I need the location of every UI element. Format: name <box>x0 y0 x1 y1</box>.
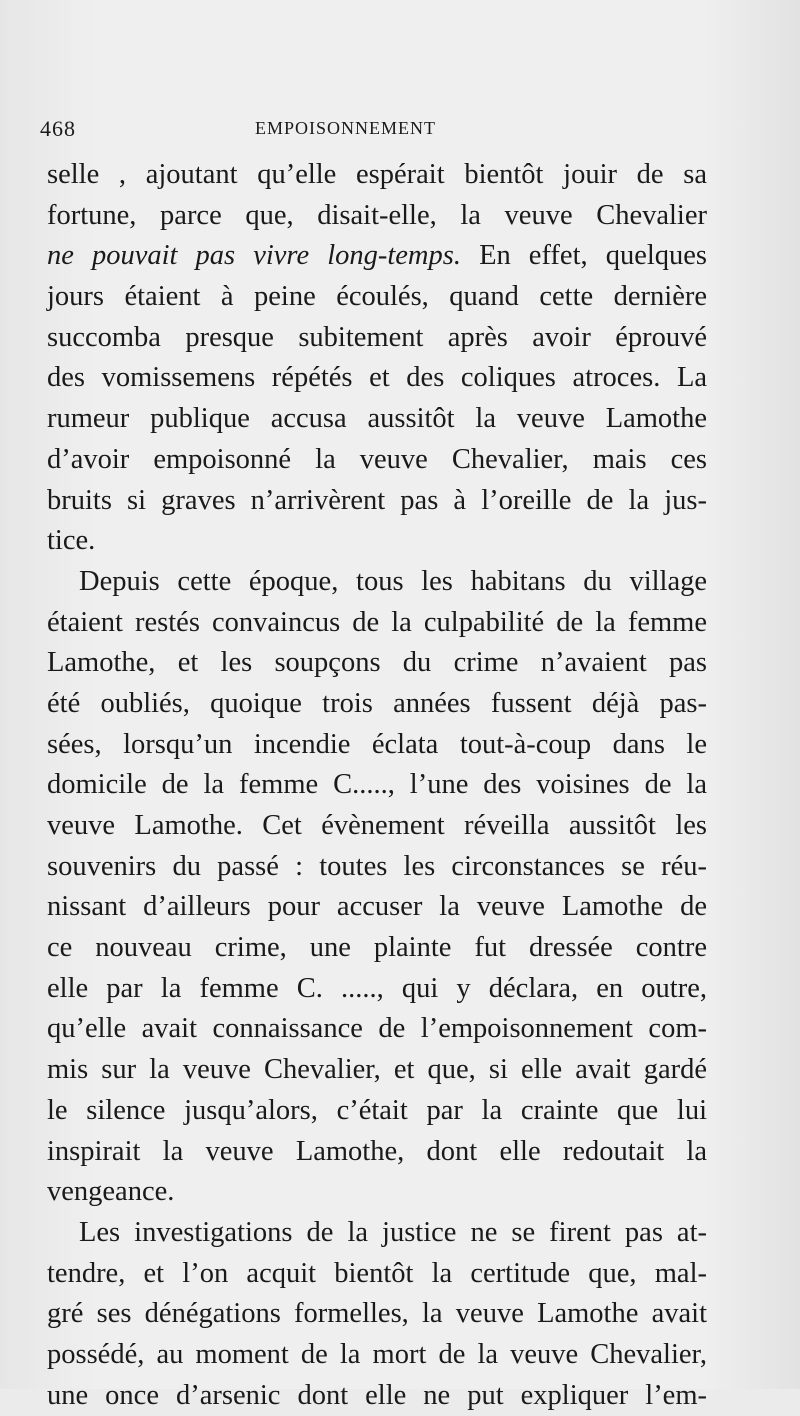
text-line: Depuis cette époque, tous les habitans du village <box>79 565 707 597</box>
text-line: sées, lorsqu’un incendie éclata tout-à-coup dans le <box>47 728 707 760</box>
text-line: souvenirs du passé : toutes les circonstances se réu- <box>47 850 707 882</box>
text-line: nissant d’ailleurs pour accuser la veuve Lamothe de <box>47 891 707 923</box>
text-line: des vomissemens répétés et des coliques atroces. La <box>47 362 707 394</box>
text-line: Les investigations de la justice ne se firent pas at- <box>79 1216 707 1248</box>
text-line: gré ses dénégations formelles, la veuve Lamothe avait <box>47 1298 707 1330</box>
text-line: tice. <box>47 525 96 557</box>
italic-phrase: ne pouvait pas vivre long-temps. <box>47 240 461 272</box>
text-line: veuve Lamothe. Cet évènement réveilla aussitôt les <box>47 810 707 841</box>
text-line: vengeance. <box>47 1176 175 1208</box>
page-header <box>40 116 740 146</box>
text-line: inspirait la veuve Lamothe, dont elle redoutait la <box>47 1135 707 1167</box>
text-line: selle , ajoutant qu’elle espérait bientôt jouir de sa <box>47 159 707 190</box>
body-text <box>47 155 707 1416</box>
text-line: mis sur la veuve Chevalier, et que, si elle avait gardé <box>47 1054 707 1086</box>
text-line: qu’elle avait connaissance de l’empoisonnement com- <box>47 1013 707 1045</box>
text-line: d’avoir empoisonné la veuve Chevalier, mais ces <box>47 443 707 475</box>
text-line: une once d’arsenic dont elle ne put expliquer l’em- <box>47 1379 707 1411</box>
running-title: EMPOISONNEMENT <box>255 118 437 138</box>
text-line: fortune, parce que, disait-elle, la veuve Chevalier <box>47 199 707 231</box>
line-continuation: En effet, quelques <box>460 240 708 272</box>
text-line: Lamothe, et les soupçons du crime n’avaient pas <box>47 647 707 679</box>
text-line: domicile de la femme C....., l’une des voisines de la <box>47 769 707 801</box>
text-line: possédé, au moment de la mort de la veuve Chevalier, <box>47 1338 707 1370</box>
text-line <box>47 236 707 277</box>
text-line: été oubliés, quoique trois années fussent déjà pas- <box>47 687 707 719</box>
text-line: bruits si graves n’arrivèrent pas à l’oreille de la jus- <box>47 484 707 516</box>
text-line: jours étaient à peine écoulés, quand cette dernière <box>47 281 707 313</box>
text-line: le silence jusqu’alors, c’était par la crainte que lui <box>47 1094 707 1126</box>
text-line: succomba presque subitement après avoir éprouvé <box>47 321 707 353</box>
text-line: elle par la femme C. ....., qui y déclara, en outre, <box>47 972 707 1004</box>
text-line: tendre, et l’on acquit bientôt la certitude que, mal- <box>47 1257 707 1289</box>
text-line: ce nouveau crime, une plainte fut dressée contre <box>47 932 707 964</box>
text-line: rumeur publique accusa aussitôt la veuve Lamothe <box>47 403 707 435</box>
text-line: étaient restés convaincus de la culpabilité de la femme <box>47 606 707 638</box>
page-number: 468 <box>40 116 76 141</box>
